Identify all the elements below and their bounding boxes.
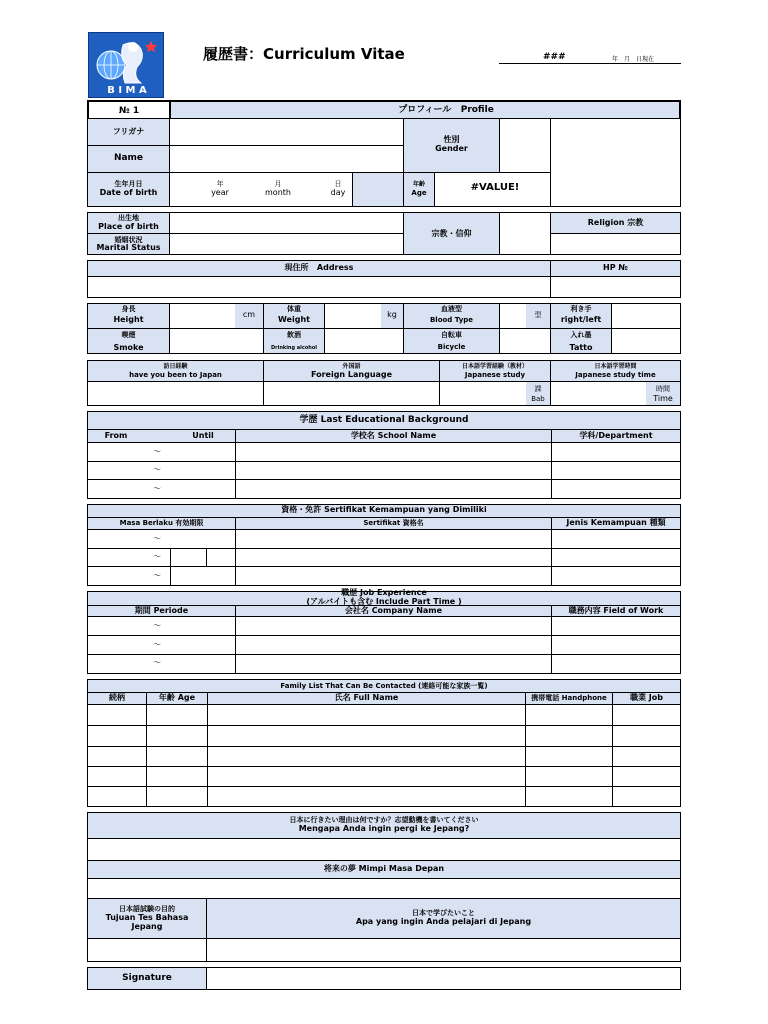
blood-jp: 血液型 [441,305,462,313]
edu-until: Until [192,431,214,440]
drink-label: Drinking alcohol [270,345,317,351]
no-box [87,100,170,119]
family-col-age: 年齢 Age [158,693,196,702]
cert-row-3-marker: ～ [153,571,161,580]
marital-label: Marital Status [96,243,161,252]
time-unit-jp: 時間 [656,385,670,393]
time-jp: 日本語学習時間 [594,363,637,370]
title-block [203,43,405,63]
gender-label: Gender [435,144,468,153]
dream-title: 将来の夢 Mimpi Masa Depan [323,864,445,873]
age-label-jp: 年齢 [412,181,425,188]
family-col-relation: 続柄 [109,693,125,702]
dob-label: Date of birth [99,188,158,197]
edu-dept: 学科/Department [579,431,653,440]
bicycle-jp: 自転車 [441,331,462,339]
age-label: Age [411,189,427,197]
cert-col-validity: Masa Berlaku 有効期限 [119,519,204,527]
cert-col-type: Jenis Kemampuan 種類 [566,518,666,527]
motivation-question: Mengapa Anda ingin pergi ke Jepang? [298,824,470,833]
profile-title-jp: プロフィール [398,105,452,115]
company-logo [88,32,164,98]
year-label: year [211,188,229,197]
marital-label-jp: 婚姻状況 [114,236,143,244]
no-label: № 1 [118,106,140,116]
job-title: 職歴 Job Experience [341,588,427,597]
bab-label: Bab [531,395,545,403]
blood-unit: 型 [534,311,542,319]
weight-label: Weight [278,315,310,324]
learn-label: Apa yang ingin Anda pelajari di Jepang [355,917,532,926]
foreign-label: Foreign Language [310,370,393,379]
signature-label: Signature [122,973,172,983]
name-label: Name [113,153,144,163]
tatto-jp: 入れ墨 [570,331,592,339]
title-jp: 履歴書： [203,45,264,63]
motivation-question-jp: 日本に行きたい理由は何ですか？志望動機を書いてください [289,816,479,824]
name-input[interactable] [170,146,403,172]
hand-label: right/left [560,315,602,324]
day-label: day [330,188,346,197]
job-subtitle: (アルバイトも含む Include Part Time ) [306,597,462,606]
month-jp: 月 [274,180,282,188]
month-label: month [265,188,291,197]
education-title: 学歴 Last Educational Background [299,415,469,425]
edu-from: From [104,431,128,440]
profile-title [169,100,681,119]
photo-box[interactable] [551,119,680,206]
tatto-label: Tatto [569,343,593,352]
gender-input[interactable] [500,119,550,172]
job-col-period: 期間 Periode [134,606,189,615]
job-row-3-marker: ～ [153,658,161,667]
religion-label: Religion 宗教 [587,218,644,227]
date-underline [499,63,681,64]
study-label: Japanese study [464,371,526,379]
age-value: #VALUE! [470,182,520,193]
gender-label-jp: 性別 [443,135,460,144]
time-unit-label: Time [653,394,673,403]
test-purpose-2: Jepang [131,922,163,931]
family-title: Family List That Can Be Contacted (連絡可能な家族一覧) [280,682,488,690]
blood-label: Blood Type [429,316,474,324]
smoke-jp: 喫煙 [121,331,136,339]
edu-row-3-marker: ～ [153,484,161,493]
weight-unit: kg [387,310,397,319]
job-row-1-marker: ～ [153,621,161,630]
edu-school: 学校名 School Name [350,431,437,440]
address-label-jp: 現住所 [284,263,309,272]
foreign-jp: 外国語 [342,363,361,370]
job-col-field: 職務内容 Field of Work [568,606,664,615]
weight-jp: 体重 [287,305,301,313]
height-jp: 身長 [121,305,136,313]
drink-jp: 飲酒 [287,331,301,339]
job-col-company: 会社名 Company Name [344,606,443,615]
date-label: 年 月 日現在 [612,56,655,63]
family-col-job: 職業 Job [630,693,663,702]
furigana-input[interactable] [170,119,403,145]
time-label: Japanese study time [575,371,656,379]
certificate-title: 資格・免許 Sertifikat Kemampuan yang Dimiliki [281,505,487,514]
pob-label-jp: 出生地 [118,214,139,222]
learn-jp: 日本で学びたいこと [412,909,475,917]
furigana-label: フリガナ [112,127,145,136]
hand-jp: 利き手 [570,305,592,313]
logo-text: B I M A [107,85,147,96]
pob-label: Place of birth [98,222,159,231]
job-row-2-marker: ～ [153,640,161,649]
smoke-label: Smoke [113,343,144,352]
dob-label-jp: 生年月日 [114,180,143,188]
edu-row-1-marker: ～ [153,447,161,456]
japan-jp: 訪日経験 [163,363,188,370]
family-col-name: 氏名 Full Name [334,693,399,702]
address-label: Address [316,263,354,272]
religion-box-label: 宗教・信仰 [431,229,472,238]
test-purpose-jp: 日本語試験の目的 [119,905,175,913]
cert-row-2-marker: ～ [153,552,161,561]
hp-label: HP № [603,263,628,272]
bab-jp: 課 [534,385,542,393]
profile-title-en: Profile [460,105,494,115]
japan-label: have you been to Japan [129,371,222,379]
date-value: ### [543,52,566,62]
cert-row-1-marker: ～ [153,534,161,543]
family-col-phone: 携帯電話 Handphone [531,694,607,702]
test-purpose-1: Tujuan Tes Bahasa [105,913,189,922]
cert-col-name: Sertifikat 資格名 [363,519,424,527]
logo-emblem-icon [89,33,165,87]
signature-input[interactable] [207,968,680,989]
height-label: Height [113,315,144,324]
day-jp: 日 [334,180,342,188]
year-jp: 年 [216,180,224,188]
title-en: Curriculum Vitae [263,45,405,63]
bicycle-label: Bicycle [437,343,466,351]
study-jp: 日本語学習経験（教材） [461,363,528,370]
edu-row-2-marker: ～ [153,465,161,474]
height-unit: cm [242,310,256,319]
